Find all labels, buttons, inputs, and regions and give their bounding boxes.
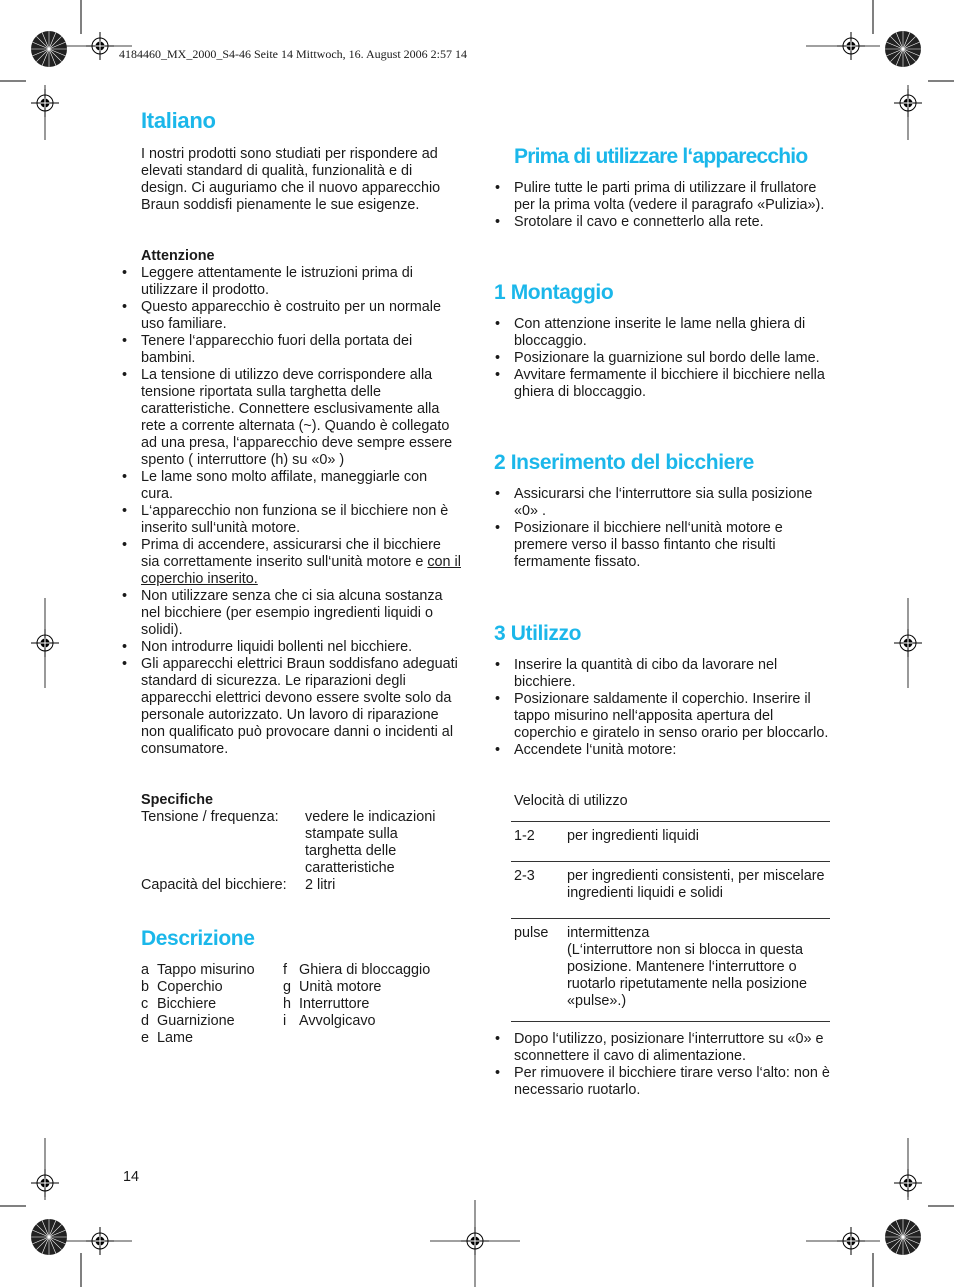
right-column	[514, 144, 832, 231]
part-letter	[283, 1030, 299, 1047]
list-item-text: Prima di accendere, assicurarsi che il bicchiere sia correttamente inserito sull‘unità motore e	[141, 537, 441, 570]
page-title: Italiano	[141, 108, 216, 133]
list-item: • Leggere attentamente le istruzioni prima di utilizzare il prodotto.	[141, 265, 461, 299]
registration-mark	[461, 1227, 489, 1255]
registration-mark	[894, 1169, 922, 1197]
section-title-description: Descrizione	[141, 927, 255, 950]
list-item: • Posizionare saldamente il coperchio. Inserire il tappo misurino nell‘apposita apertura del coperchio e giratelo in senso orario per bloccarlo.	[514, 691, 832, 742]
list-item: • Non introdurre liquidi bollenti nel bicchiere.	[141, 639, 461, 656]
part-letter: h	[283, 996, 292, 1012]
table-row	[511, 919, 830, 1022]
registration-mark	[837, 32, 865, 60]
registration-mark	[86, 32, 114, 60]
list-item: • Questo apparecchio è costruito per un normale uso familiare.	[141, 299, 461, 333]
list-item: • Tenere l‘apparecchio fuori della portata dei bambini.	[141, 333, 461, 367]
table-row	[141, 1013, 430, 1030]
list-item: • Srotolare il cavo e connetterlo alla rete.	[514, 214, 832, 231]
section-title-before-use: Prima di utilizzare l‘apparecchio	[514, 145, 808, 168]
part-letter: b	[141, 979, 150, 995]
part-letter: f	[283, 962, 287, 978]
section-title-insert-jug: 2 Inserimento del bicchiere	[494, 451, 754, 474]
registration-mark	[31, 1169, 59, 1197]
insert-jug-list	[514, 486, 832, 571]
star-target-bottom-left	[31, 1219, 67, 1255]
registration-mark	[31, 89, 59, 117]
list-item: • Non utilizzare senza che ci sia alcuna sostanza nel bicchiere (per esempio ingredienti liquidi o solidi).	[141, 588, 461, 639]
list-item: • Avvitare fermamente il bicchiere il bicchiere nella ghiera di bloccaggio.	[514, 367, 832, 401]
list-item: • Dopo l‘utilizzo, posizionare l‘interruttore su «0» e sconnettere il cavo di alimentazione.	[514, 1031, 832, 1065]
spec-value: 2 litri	[305, 877, 336, 893]
speed-description: per ingredienti liquidi	[567, 822, 830, 862]
registration-mark	[31, 629, 59, 657]
table-row	[141, 979, 430, 996]
part-name: Tappo misurino	[157, 962, 255, 978]
assembly-list	[514, 316, 832, 401]
table-row	[141, 996, 430, 1013]
spec-label: Tensione / frequenza:	[141, 809, 279, 825]
speed-table	[511, 821, 830, 1022]
part-letter: i	[283, 1013, 287, 1029]
registration-mark	[894, 629, 922, 657]
speed-caption: Velocità di utilizzo	[514, 793, 628, 809]
page-number: 14	[123, 1169, 140, 1185]
part-name: Bicchiere	[157, 996, 217, 1012]
star-target-top-right	[885, 31, 921, 67]
section-title-assembly: 1 Montaggio	[494, 281, 614, 304]
section-title-usage: 3 Utilizzo	[494, 622, 582, 645]
part-name	[299, 1030, 430, 1047]
underlined-text: con il coperchio inserito.	[141, 554, 461, 587]
list-item: • Accendete l‘unità motore:	[514, 742, 832, 759]
part-letter: c	[141, 996, 149, 1012]
part-letter: a	[141, 962, 150, 978]
list-item: • Con attenzione inserite le lame nella ghiera di bloccaggio.	[514, 316, 832, 350]
table-row	[141, 962, 430, 979]
speed-description: per ingredienti consistenti, per miscelare ingredienti liquidi e solidi	[567, 862, 830, 919]
parts-table	[141, 962, 430, 1047]
list-item: • L‘apparecchio non funziona se il bicchiere non è inserito sull‘unità motore.	[141, 503, 461, 537]
before-use-list	[514, 180, 832, 231]
spec-value: vedere le indicazioni stampate sulla targhetta delle caratteristiche	[305, 809, 436, 876]
list-item	[141, 537, 461, 588]
star-target-top-left	[31, 31, 67, 67]
list-item: • Gli apparecchi elettrici Braun soddisfano adeguati standard di sicurezza. Le riparazioni degli apparecchi elettrici devono essere svolte solo da personale autorizzato. Un lavoro di riparazione non qualificato può provocare danni o incidenti al consumatore.	[141, 656, 461, 758]
after-use-list	[514, 1031, 832, 1099]
registration-mark	[86, 1227, 114, 1255]
list-item: • Pulire tutte le parti prima di utilizzare il frullatore per la prima volta (vedere il paragrafo «Pulizia»).	[514, 180, 832, 214]
registration-mark	[837, 1227, 865, 1255]
part-name: Lame	[157, 1030, 193, 1046]
part-name: Ghiera di bloccaggio	[299, 962, 431, 978]
speed-description: intermittenza (L‘interruttore non si blocca in questa posizione. Mantenere l‘interruttore o ruotarlo ripetutamente nella posizione «pulse».)	[567, 919, 830, 1022]
list-item: • Assicurarsi che l‘interruttore sia sulla posizione «0» .	[514, 486, 832, 520]
part-letter: g	[283, 979, 292, 995]
speed-value: pulse	[511, 919, 567, 1022]
left-column	[141, 108, 461, 1047]
part-name: Interruttore	[299, 996, 370, 1012]
specs-table	[141, 809, 455, 894]
table-row	[511, 862, 830, 919]
part-name: Unità motore	[299, 979, 382, 995]
table-row	[141, 877, 455, 894]
registration-mark	[894, 89, 922, 117]
part-name: Coperchio	[157, 979, 223, 995]
part-name: Avvolgicavo	[299, 1013, 376, 1029]
list-item: • Per rimuovere il bicchiere tirare verso l‘alto: non è necessario ruotarlo.	[514, 1065, 832, 1099]
table-row	[141, 1030, 430, 1047]
speed-value: 1-2	[511, 822, 567, 862]
speed-value: 2-3	[511, 862, 567, 919]
star-target-bottom-right	[885, 1219, 921, 1255]
specs-heading: Specifiche	[141, 792, 213, 808]
attention-list	[141, 265, 461, 758]
list-item: • Le lame sono molto affilate, maneggiarle con cura.	[141, 469, 461, 503]
table-row	[141, 809, 455, 877]
attention-heading: Attenzione	[141, 248, 215, 264]
print-slug: 4184460_MX_2000_S4-46 Seite 14 Mittwoch, 16. August 2006 2:57 14	[119, 47, 468, 61]
part-letter: d	[141, 1013, 150, 1029]
list-item: • Posizionare la guarnizione sul bordo delle lame.	[514, 350, 832, 367]
table-row	[511, 822, 830, 862]
list-item: • La tensione di utilizzo deve corrispondere alla tensione riportata sulla targhetta delle caratteristiche. Connettere esclusivamente alla rete a corrente alternata (~). Quando è collegato ad una presa, l‘apparecchio deve sempre essere spento ( interruttore (h) su «0» )	[141, 367, 461, 469]
spec-label: Capacità del bicchiere:	[141, 877, 287, 893]
part-name: Guarnizione	[157, 1013, 235, 1029]
part-letter: e	[141, 1030, 150, 1046]
list-item: • Posizionare il bicchiere nell‘unità motore e premere verso il basso fintanto che risulti fermamente fissato.	[514, 520, 832, 571]
list-item: • Inserire la quantità di cibo da lavorare nel bicchiere.	[514, 657, 832, 691]
intro-paragraph: I nostri prodotti sono studiati per rispondere ad elevati standard di qualità, funzionalità e di design. Ci auguriamo che il nuovo apparecchio Braun soddisfi pienamente le sue esigenze.	[141, 146, 441, 213]
usage-list	[514, 657, 832, 759]
